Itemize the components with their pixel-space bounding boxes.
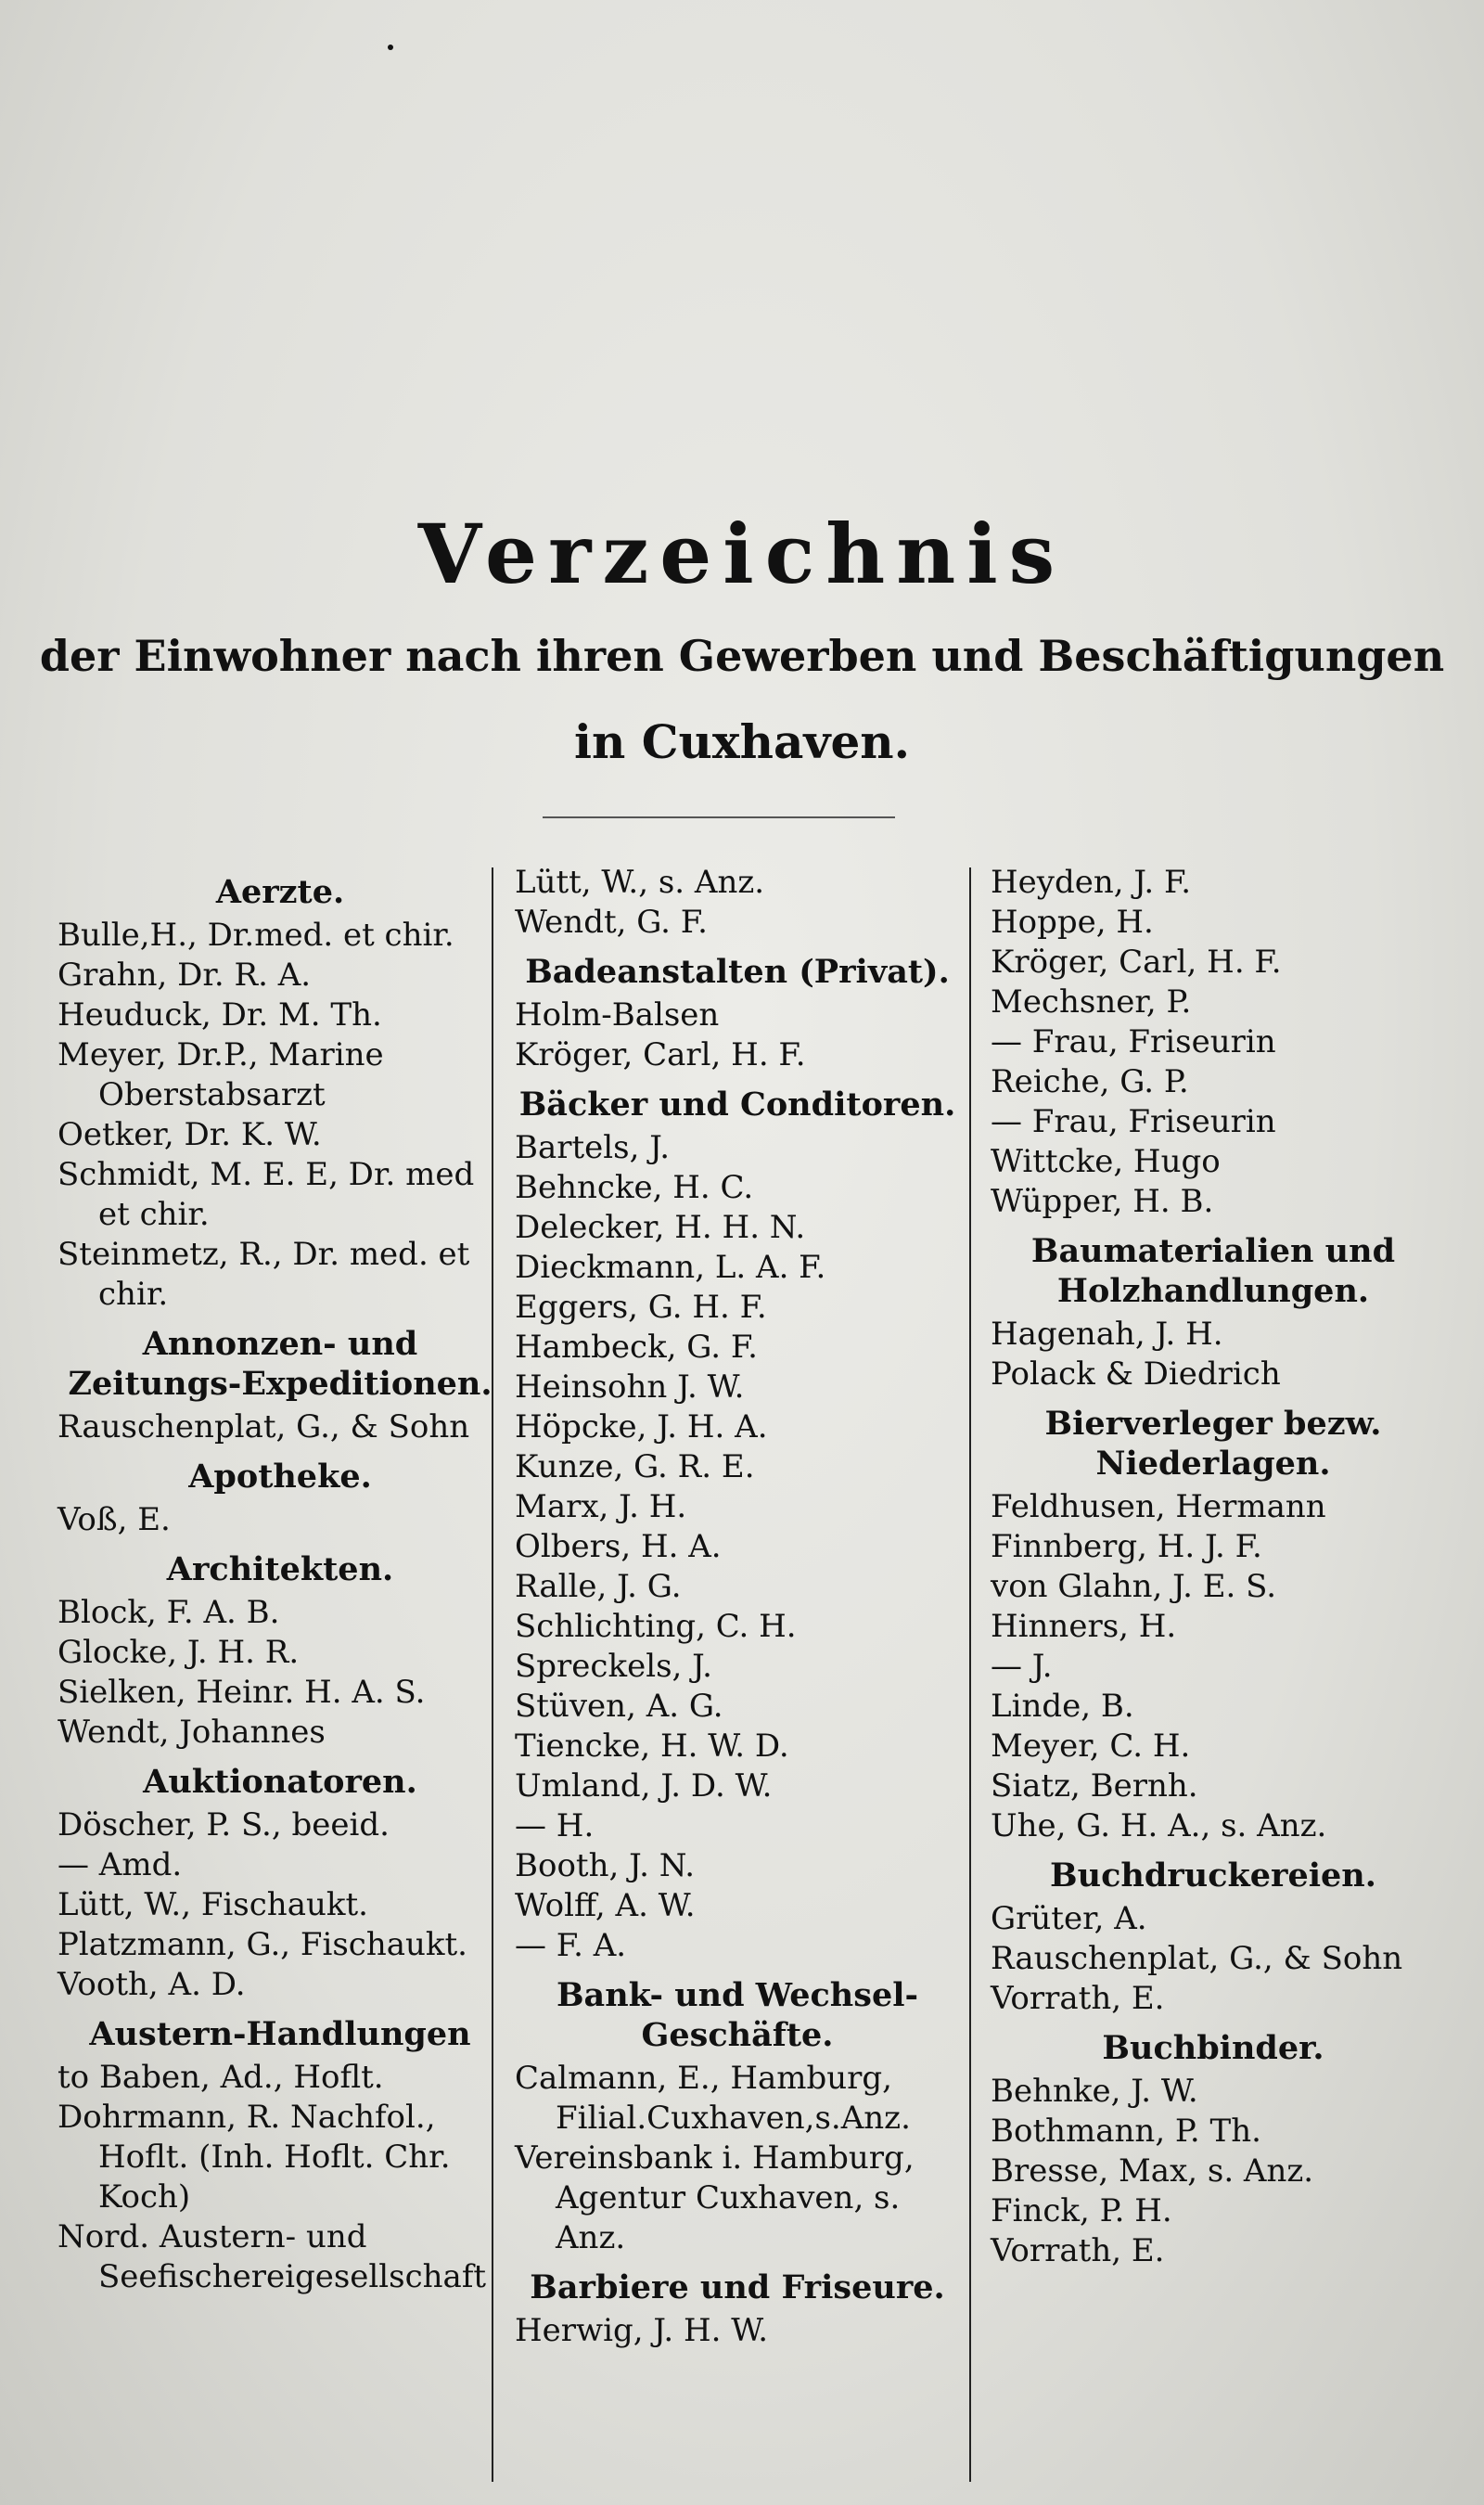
section-heading: Bank- und Wechsel-Geschäfte. [556,1976,919,2054]
directory-entry: Uhe, G. H. A., s. Anz. [991,1807,1327,1844]
directory-entry: Umland, J. D. W. [515,1767,773,1805]
directory-entry: Lütt, W., s. Anz. [515,864,765,901]
ink-dot [388,45,393,50]
directory-entry: Lütt, W., Fischaukt. [58,1886,368,1923]
directory-entry: Siatz, Bernh. [991,1767,1198,1805]
directory-entry: Feldhusen, Hermann [991,1488,1326,1525]
directory-entry: Polack & Diedrich [991,1355,1281,1393]
directory-entry: Mechsner, P. [991,983,1192,1021]
directory-entry: Reiche, G. P. [991,1063,1189,1100]
page-title: Verzeichnis [417,506,1067,602]
directory-entry: Wittcke, Hugo [991,1143,1221,1180]
directory-entry: — Frau, Friseurin [991,1023,1276,1060]
directory-entry: Bothmann, P. Th. [991,2113,1261,2150]
section-heading: Bierverleger bezw. Niederlagen. [1044,1405,1382,1483]
directory-entry: Heuduck, Dr. M. Th. [58,996,382,1034]
directory-entry: Hagenah, J. H. [991,1316,1223,1353]
directory-entry: Vorrath, E. [991,2232,1165,2269]
section-heading: Annonzen- und Zeitungs-Expeditionen. [68,1325,493,1403]
directory-entry: Herwig, J. H. W. [515,2312,769,2349]
directory-entry: Olbers, H. A. [515,1528,722,1565]
section-heading: Apotheke. [188,1458,372,1496]
column-3 [991,863,1436,2271]
directory-entry: — J. [991,1648,1053,1685]
directory-entry: to Baben, Ad., Hoflt. [58,2059,384,2096]
directory-entry: Rauschenplat, G., & Sohn [991,1940,1403,1977]
directory-entry: Dieckmann, L. A. F. [515,1249,826,1286]
directory-entry: Vereinsbank i. Hamburg, Agentur Cuxhaven, s. Anz. [515,2139,925,2256]
directory-entry: Wendt, G. F. [515,904,708,941]
directory-entry: Meyer, Dr.P., Marine Oberstabsarzt [58,1036,394,1113]
section-heading: Baumaterialien und Holzhandlungen. [1030,1232,1396,1310]
directory-entry: Behnke, J. W. [991,2073,1198,2110]
directory-entry: Sielken, Heinr. H. A. S. [58,1674,426,1711]
directory-entry: Wüpper, H. B. [991,1183,1214,1220]
directory-entry: Bulle,H., Dr.med. et chir. [58,917,454,954]
directory-entry: Höpcke, J. H. A. [515,1408,768,1445]
directory-entry: Linde, B. [991,1688,1134,1725]
directory-entry: — Frau, Friseurin [991,1103,1276,1140]
directory-entry: Ralle, J. G. [515,1568,682,1605]
directory-entry: Spreckels, J. [515,1648,712,1685]
directory-entry: Vorrath, E. [991,1980,1165,2017]
section-heading: Auktionatoren. [143,1763,417,1801]
directory-entry: Meyer, C. H. [991,1728,1191,1765]
directory-entry: Marx, J. H. [515,1488,687,1525]
directory-entry: Hoppe, H. [991,904,1154,941]
page-place: in Cuxhaven. [573,714,911,769]
directory-entry: Grüter, A. [991,1900,1147,1937]
directory-entry: Delecker, H. H. N. [515,1209,806,1246]
column-2 [515,863,960,2351]
directory-entry: Schlichting, C. H. [515,1608,797,1645]
directory-entry: Heinsohn J. W. [515,1368,745,1406]
directory-entry: Behncke, H. C. [515,1169,754,1206]
section-heading: Barbiere und Friseure. [530,2268,945,2306]
directory-entry: Stüven, A. G. [515,1688,723,1725]
section-heading: Aerzte. [215,873,345,911]
directory-entry: — F. A. [515,1927,627,1964]
directory-entry: Tiencke, H. W. D. [515,1728,789,1765]
section-heading: Austern-Handlungen [89,2015,471,2053]
directory-entry: Oetker, Dr. K. W. [58,1116,322,1153]
directory-entry: Rauschenplat, G., & Sohn [58,1408,470,1445]
directory-entry: Calmann, E., Hamburg, Filial.Cuxhaven,s.Anz. [515,2060,911,2137]
column-divider-2 [969,867,971,2482]
section-heading: Architekten. [166,1550,394,1588]
directory-entry: Hinners, H. [991,1608,1177,1645]
directory-entry: Schmidt, M. E. E, Dr. med et chir. [58,1156,485,1233]
directory-entry: Kröger, Carl, H. F. [515,1036,806,1073]
directory-entry: Grahn, Dr. R. A. [58,957,312,994]
directory-entry: Dohrmann, R. Nachfol., Hoflt. (Inh. Hoflt. Chr. Koch) [58,2099,461,2216]
title-divider [543,816,895,818]
section-heading: Buchbinder. [1102,2029,1324,2067]
directory-entry: Block, F. A. B. [58,1594,280,1631]
directory-entry: Finck, P. H. [991,2192,1172,2229]
page-subtitle: der Einwohner nach ihren Gewerben und Beschäftigungen [39,631,1445,681]
directory-entry: Hambeck, G. F. [515,1329,758,1366]
directory-entry: Eggers, G. H. F. [515,1289,767,1326]
directory-entry: Wolff, A. W. [515,1887,696,1924]
directory-entry: von Glahn, J. E. S. [991,1568,1277,1605]
column-1 [58,863,503,2297]
directory-entry: Kunze, G. R. E. [515,1448,755,1485]
directory-entry: — Amd. [58,1846,183,1883]
directory-entry: Glocke, J. H. R. [58,1634,300,1671]
directory-entry: Holm-Balsen [515,996,720,1034]
directory-entry: — H. [515,1807,595,1844]
directory-entry: Platzmann, G., Fischaukt. [58,1926,467,1963]
directory-entry: Nord. Austern- und Seefischereigesellschaft [58,2218,487,2295]
directory-entry: Voß, E. [58,1501,171,1538]
directory-entry: Bresse, Max, s. Anz. [991,2152,1314,2190]
directory-entry: Finnberg, H. J. F. [991,1528,1262,1565]
directory-entry: Bartels, J. [515,1129,671,1166]
directory-entry: Kröger, Carl, H. F. [991,944,1282,981]
directory-entry: Döscher, P. S., beeid. [58,1806,390,1843]
directory-entry: Vooth, A. D. [58,1966,246,2003]
section-heading: Badeanstalten (Privat). [525,953,950,991]
directory-entry: Booth, J. N. [515,1847,696,1884]
section-heading: Buchdruckereien. [1050,1856,1376,1895]
directory-entry: Steinmetz, R., Dr. med. et chir. [58,1236,480,1313]
directory-entry: Heyden, J. F. [991,864,1192,901]
directory-entry: Wendt, Johannes [58,1714,326,1751]
section-heading: Bäcker und Conditoren. [518,1086,956,1124]
